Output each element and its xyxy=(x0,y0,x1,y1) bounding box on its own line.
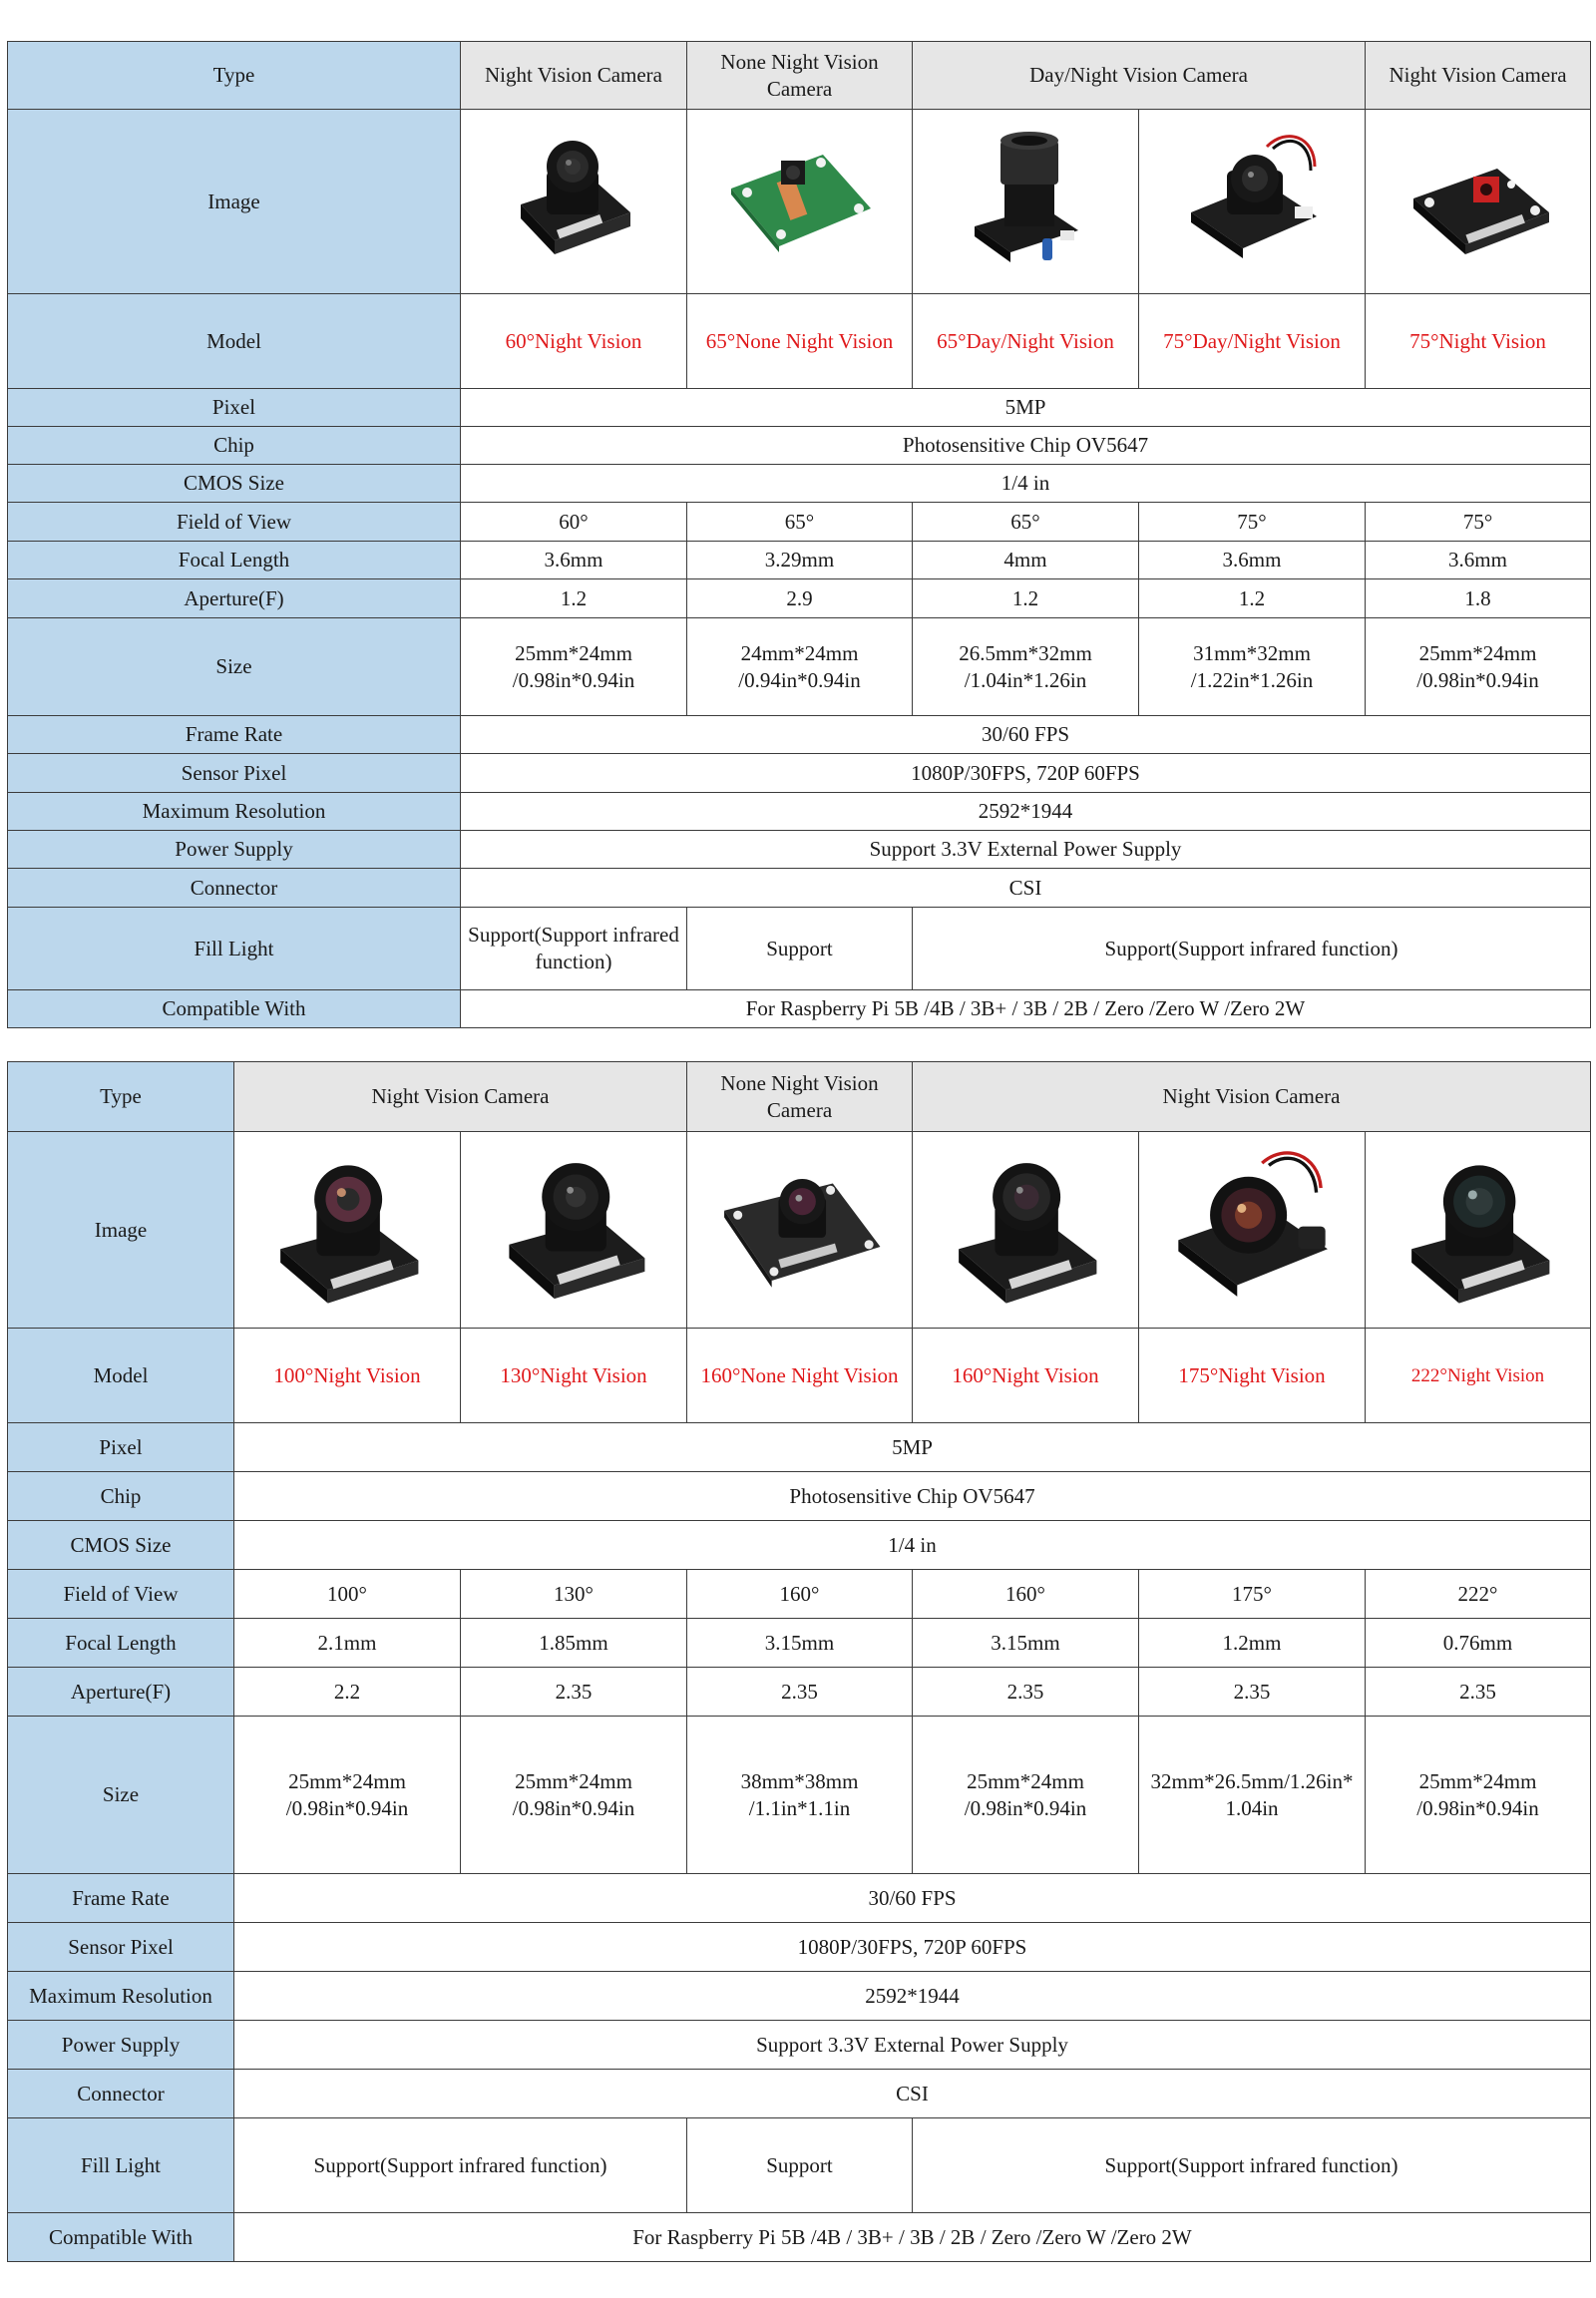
label-power: Power Supply xyxy=(8,831,461,869)
label-chip: Chip xyxy=(8,1472,234,1521)
max-res-value: 2592*1944 xyxy=(234,1972,1591,2021)
label-fov: Field of View xyxy=(8,503,461,542)
model-name: 65°Day/Night Vision xyxy=(913,294,1139,389)
pixel-row xyxy=(8,1423,1591,1472)
size-value xyxy=(687,618,913,716)
ir-led-camera-module-image xyxy=(1177,127,1327,276)
size-mm: 25mm*24mm xyxy=(967,1768,1084,1793)
fill-light-row xyxy=(8,908,1591,990)
size-value xyxy=(234,1717,461,1874)
power-value: Support 3.3V External Power Supply xyxy=(461,831,1591,869)
camera-image-cell xyxy=(913,110,1139,294)
model-name: 75°Night Vision xyxy=(1366,294,1591,389)
label-aperture: Aperture(F) xyxy=(8,1668,234,1717)
model-row xyxy=(8,294,1591,389)
size-mm: 26.5mm*32mm xyxy=(959,640,1092,665)
compatible-row xyxy=(8,2213,1591,2262)
size-row xyxy=(8,1717,1591,1874)
focal-value: 3.15mm xyxy=(913,1619,1139,1668)
max-res-value: 2592*1944 xyxy=(461,793,1591,831)
aperture-value: 2.2 xyxy=(234,1668,461,1717)
model-name: 75°Day/Night Vision xyxy=(1139,294,1366,389)
label-max-res: Maximum Resolution xyxy=(8,1972,234,2021)
aperture-row xyxy=(8,1668,1591,1717)
focal-value: 1.85mm xyxy=(461,1619,687,1668)
size-in: /0.98in*0.94in xyxy=(1416,1795,1539,1820)
camera-image-cell xyxy=(461,110,687,294)
label-compatible: Compatible With xyxy=(8,2213,234,2262)
type-none-night-vision: None Night Vision Camera xyxy=(687,1062,913,1132)
label-sensor-pixel: Sensor Pixel xyxy=(8,754,461,793)
sensor-pixel-row xyxy=(8,1923,1591,1972)
fov-value: 160° xyxy=(687,1570,913,1619)
cmos-row xyxy=(8,1521,1591,1570)
size-mm: 25mm*24mm xyxy=(1418,640,1537,665)
size-value xyxy=(461,1717,687,1874)
size-value xyxy=(1366,1717,1591,1874)
power-row xyxy=(8,831,1591,869)
aperture-value: 2.35 xyxy=(1366,1668,1591,1717)
size-mm: 25mm*24mm xyxy=(288,1768,406,1793)
type-none-night-vision: None Night Vision Camera xyxy=(687,42,913,110)
type-night-vision: Night Vision Camera xyxy=(1366,42,1591,110)
camera-module-image xyxy=(262,1145,432,1315)
size-row xyxy=(8,618,1591,716)
compatible-row xyxy=(8,990,1591,1028)
chip-row xyxy=(8,1472,1591,1521)
pixel-row xyxy=(8,389,1591,427)
aperture-value: 2.35 xyxy=(913,1668,1139,1717)
focal-value: 3.6mm xyxy=(461,542,687,579)
label-cmos: CMOS Size xyxy=(8,1521,234,1570)
label-compatible: Compatible With xyxy=(8,990,461,1028)
connector-row xyxy=(8,2070,1591,2118)
label-max-res: Maximum Resolution xyxy=(8,793,461,831)
size-mm: 25mm*24mm xyxy=(515,1768,632,1793)
fisheye-camera-module-image xyxy=(1167,1145,1337,1315)
size-in: /1.1in*1.1in xyxy=(748,1795,851,1820)
size-in: /0.98in*0.94in xyxy=(1416,667,1539,692)
focal-row xyxy=(8,1619,1591,1668)
image-row xyxy=(8,1132,1591,1329)
fov-value: 75° xyxy=(1366,503,1591,542)
cs-lens-camera-module-image xyxy=(951,127,1100,276)
chip-value: Photosensitive Chip OV5647 xyxy=(461,427,1591,465)
fill-light-value: Support xyxy=(687,908,913,990)
fov-row xyxy=(8,1570,1591,1619)
aperture-row xyxy=(8,579,1591,618)
frame-rate-row xyxy=(8,1874,1591,1923)
label-connector: Connector xyxy=(8,869,461,908)
aperture-value: 1.2 xyxy=(913,579,1139,618)
label-aperture: Aperture(F) xyxy=(8,579,461,618)
type-night-vision: Night Vision Camera xyxy=(461,42,687,110)
camera-module-image xyxy=(489,1145,658,1315)
label-size: Size xyxy=(8,1717,234,1874)
sensor-pixel-value: 1080P/30FPS, 720P 60FPS xyxy=(461,754,1591,793)
size-value xyxy=(687,1717,913,1874)
size-in: /0.98in*0.94in xyxy=(512,1795,635,1820)
max-res-row xyxy=(8,793,1591,831)
connector-value: CSI xyxy=(461,869,1591,908)
size-mm: 25mm*24mm xyxy=(1418,1768,1537,1793)
type-night-vision: Night Vision Camera xyxy=(234,1062,687,1132)
power-row xyxy=(8,2021,1591,2070)
compatible-value: For Raspberry Pi 5B /4B / 3B+ / 3B / 2B / Zero /Zero W /Zero 2W xyxy=(234,2213,1591,2262)
focal-row xyxy=(8,542,1591,579)
frame-rate-row xyxy=(8,716,1591,754)
frame-rate-value: 30/60 FPS xyxy=(234,1874,1591,1923)
fill-light-value: Support xyxy=(687,2118,913,2213)
cmos-value: 1/4 in xyxy=(461,465,1591,503)
fov-value: 175° xyxy=(1139,1570,1366,1619)
size-value xyxy=(1139,618,1366,716)
camera-image-cell xyxy=(1366,1132,1591,1329)
label-focal: Focal Length xyxy=(8,1619,234,1668)
label-cmos: CMOS Size xyxy=(8,465,461,503)
type-row xyxy=(8,42,1591,110)
ir-led-camera-module-image xyxy=(1403,127,1553,276)
label-type: Type xyxy=(8,42,461,110)
model-name: 65°None Night Vision xyxy=(687,294,913,389)
spec-table-1 xyxy=(7,41,1591,1028)
green-camera-module-image xyxy=(725,127,875,276)
label-fov: Field of View xyxy=(8,1570,234,1619)
type-night-vision: Night Vision Camera xyxy=(913,1062,1591,1132)
max-res-row xyxy=(8,1972,1591,2021)
connector-value: CSI xyxy=(234,2070,1591,2118)
aperture-value: 1.8 xyxy=(1366,579,1591,618)
model-name: 160°None Night Vision xyxy=(687,1329,913,1423)
model-name: 100°Night Vision xyxy=(234,1329,461,1423)
camera-image-cell xyxy=(234,1132,461,1329)
model-row xyxy=(8,1329,1591,1423)
size-in: /1.04in*1.26in xyxy=(964,667,1087,692)
fill-light-value: Support(Support infrared function) xyxy=(913,2118,1591,2213)
label-type: Type xyxy=(8,1062,234,1132)
size-value xyxy=(461,618,687,716)
size-mm: 31mm*32mm xyxy=(1193,640,1311,665)
fov-value: 65° xyxy=(913,503,1139,542)
fill-light-value: Support(Support infrared function) xyxy=(913,908,1591,990)
size-in: /1.22in*1.26in xyxy=(1190,667,1314,692)
aperture-value: 1.2 xyxy=(461,579,687,618)
size-value xyxy=(913,618,1139,716)
chip-value: Photosensitive Chip OV5647 xyxy=(234,1472,1591,1521)
label-chip: Chip xyxy=(8,427,461,465)
frame-rate-value: 30/60 FPS xyxy=(461,716,1591,754)
camera-image-cell xyxy=(1366,110,1591,294)
size-mm: 24mm*24mm xyxy=(740,640,859,665)
camera-module-image xyxy=(715,1145,885,1315)
camera-image-cell xyxy=(687,110,913,294)
label-model: Model xyxy=(8,294,461,389)
sensor-pixel-value: 1080P/30FPS, 720P 60FPS xyxy=(234,1923,1591,1972)
focal-value: 4mm xyxy=(913,542,1139,579)
size-in: /0.98in*0.94in xyxy=(285,1795,409,1820)
size-value xyxy=(1366,618,1591,716)
aperture-value: 2.9 xyxy=(687,579,913,618)
aperture-value: 2.35 xyxy=(461,1668,687,1717)
label-fill-light: Fill Light xyxy=(8,908,461,990)
power-value: Support 3.3V External Power Supply xyxy=(234,2021,1591,2070)
fov-value: 130° xyxy=(461,1570,687,1619)
focal-value: 0.76mm xyxy=(1366,1619,1591,1668)
label-fill-light: Fill Light xyxy=(8,2118,234,2213)
label-pixel: Pixel xyxy=(8,389,461,427)
label-focal: Focal Length xyxy=(8,542,461,579)
type-day-night-vision: Day/Night Vision Camera xyxy=(913,42,1366,110)
aperture-value: 2.35 xyxy=(1139,1668,1366,1717)
fov-value: 100° xyxy=(234,1570,461,1619)
spec-table-2 xyxy=(7,1061,1591,2262)
size-in: /0.98in*0.94in xyxy=(964,1795,1087,1820)
label-power: Power Supply xyxy=(8,2021,234,2070)
size-value xyxy=(913,1717,1139,1874)
aperture-value: 2.35 xyxy=(687,1668,913,1717)
fov-value: 160° xyxy=(913,1570,1139,1619)
camera-module-image xyxy=(941,1145,1110,1315)
size-mm: 32mm*26.5mm/1.26in*1.04in xyxy=(1150,1768,1354,1820)
fov-value: 65° xyxy=(687,503,913,542)
model-name: 222°Night Vision xyxy=(1366,1329,1591,1423)
fill-light-row xyxy=(8,2118,1591,2213)
camera-image-cell xyxy=(1139,110,1366,294)
cmos-value: 1/4 in xyxy=(234,1521,1591,1570)
fisheye-camera-module-image xyxy=(1394,1145,1563,1315)
focal-value: 3.15mm xyxy=(687,1619,913,1668)
label-connector: Connector xyxy=(8,2070,234,2118)
camera-image-cell xyxy=(687,1132,913,1329)
image-row xyxy=(8,110,1591,294)
fill-light-value: Support(Support infrared function) xyxy=(234,2118,687,2213)
pixel-value: 5MP xyxy=(234,1423,1591,1472)
label-pixel: Pixel xyxy=(8,1423,234,1472)
chip-row xyxy=(8,427,1591,465)
label-size: Size xyxy=(8,618,461,716)
size-in: /0.94in*0.94in xyxy=(738,667,861,692)
size-mm: 38mm*38mm xyxy=(740,1768,859,1793)
size-in: /0.98in*0.94in xyxy=(512,667,635,692)
focal-value: 3.29mm xyxy=(687,542,913,579)
connector-row xyxy=(8,869,1591,908)
fill-light-value: Support(Support infrared function) xyxy=(461,908,687,990)
camera-image-cell xyxy=(913,1132,1139,1329)
cmos-row xyxy=(8,465,1591,503)
camera-image-cell xyxy=(461,1132,687,1329)
size-value xyxy=(1139,1717,1366,1874)
label-frame-rate: Frame Rate xyxy=(8,716,461,754)
focal-value: 1.2mm xyxy=(1139,1619,1366,1668)
focal-value: 3.6mm xyxy=(1139,542,1366,579)
focal-value: 2.1mm xyxy=(234,1619,461,1668)
camera-image-cell xyxy=(1139,1132,1366,1329)
label-sensor-pixel: Sensor Pixel xyxy=(8,1923,234,1972)
pixel-value: 5MP xyxy=(461,389,1591,427)
model-name: 160°Night Vision xyxy=(913,1329,1139,1423)
label-model: Model xyxy=(8,1329,234,1423)
focal-value: 3.6mm xyxy=(1366,542,1591,579)
label-frame-rate: Frame Rate xyxy=(8,1874,234,1923)
aperture-value: 1.2 xyxy=(1139,579,1366,618)
label-image: Image xyxy=(8,1132,234,1329)
model-name: 130°Night Vision xyxy=(461,1329,687,1423)
fov-value: 222° xyxy=(1366,1570,1591,1619)
fov-row xyxy=(8,503,1591,542)
model-name: 60°Night Vision xyxy=(461,294,687,389)
compatible-value: For Raspberry Pi 5B /4B / 3B+ / 3B / 2B / Zero /Zero W /Zero 2W xyxy=(461,990,1591,1028)
fov-value: 60° xyxy=(461,503,687,542)
sensor-pixel-row xyxy=(8,754,1591,793)
size-mm: 25mm*24mm xyxy=(515,640,632,665)
label-image: Image xyxy=(8,110,461,294)
type-row xyxy=(8,1062,1591,1132)
camera-module-image xyxy=(499,127,648,276)
model-name: 175°Night Vision xyxy=(1139,1329,1366,1423)
fov-value: 75° xyxy=(1139,503,1366,542)
